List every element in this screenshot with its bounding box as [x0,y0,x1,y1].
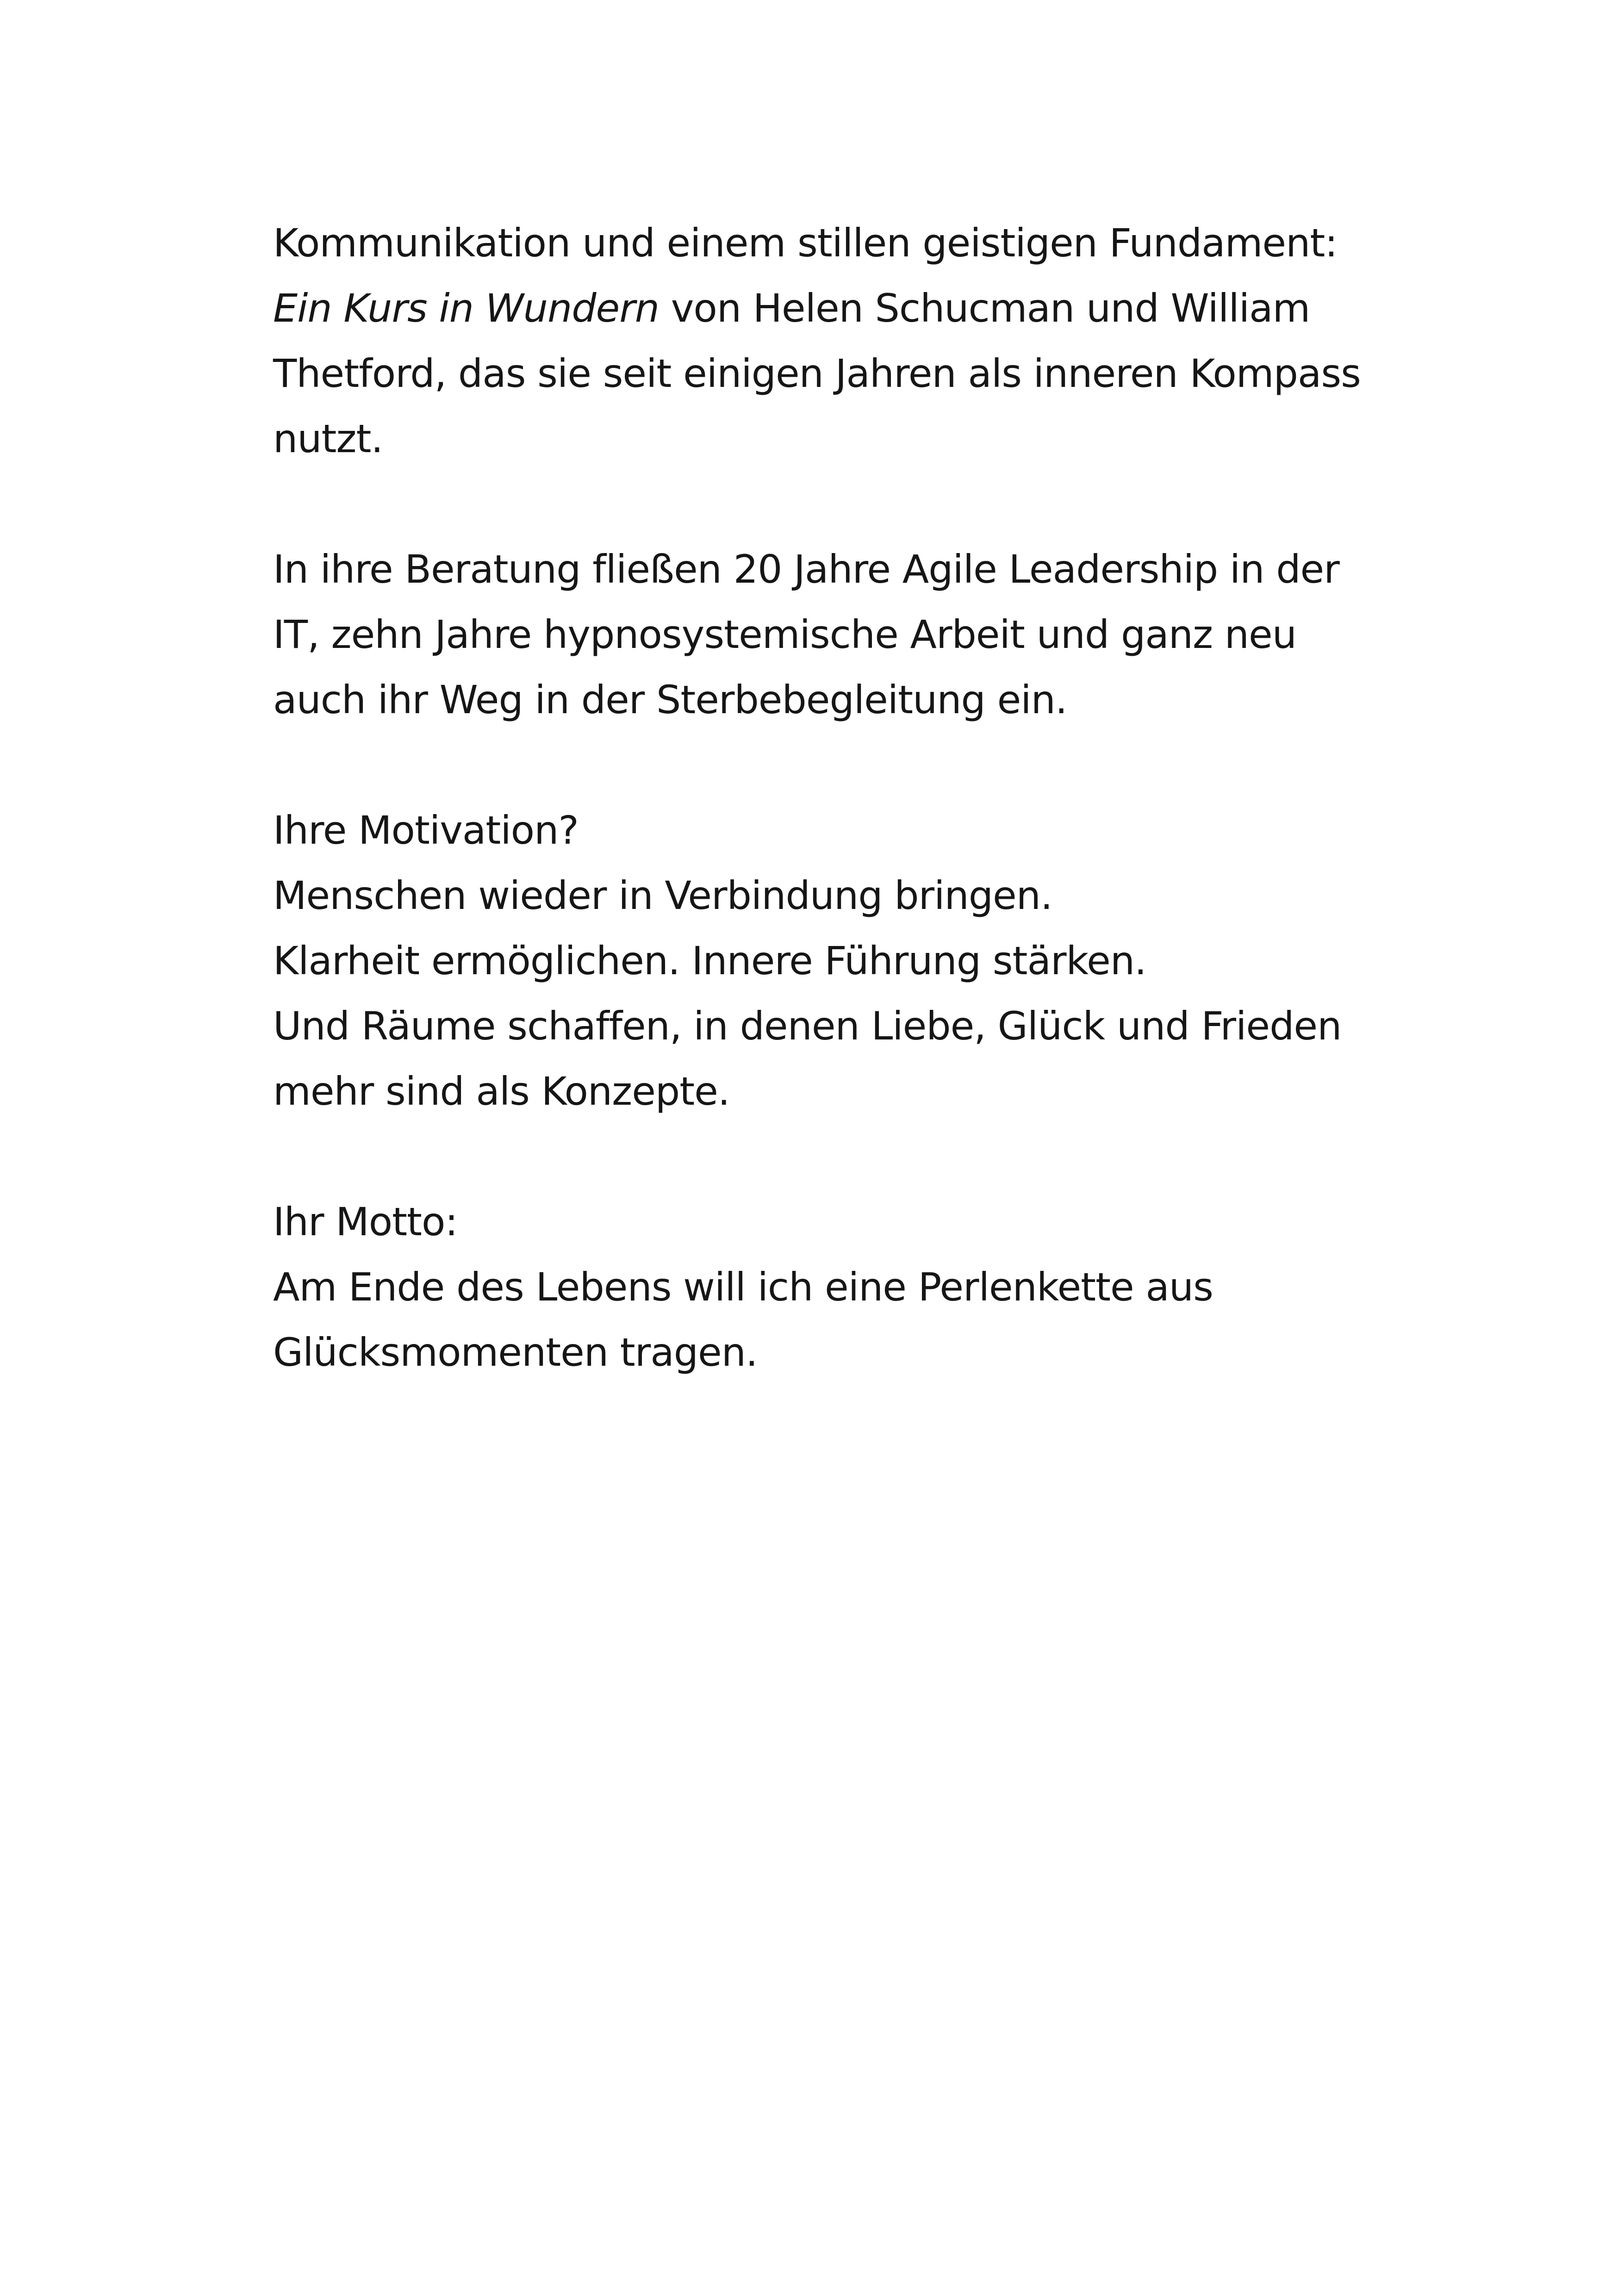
text-line: mehr sind als Konzepte. [273,1069,730,1114]
text-line [273,276,1430,341]
text-line: Glücksmomenten tragen. [273,1330,758,1375]
text-line: IT, zehn Jahre hypnosystemische Arbeit und ganz neu [273,612,1296,657]
motto-heading: Ihr Motto: [273,1199,458,1244]
text-line: Thetford, das sie seit einigen Jahren als inneren Kompass [273,351,1361,396]
text-line: Und Räume schaffen, in denen Liebe, Glück und Frieden [273,1003,1342,1049]
text-line: Am Ende des Lebens will ich eine Perlenkette aus [273,1264,1213,1310]
paragraph-consulting [273,537,1430,733]
paragraph-motto [273,1189,1430,1385]
body-text [273,211,1430,1385]
paragraph-foundation [273,211,1430,472]
text-line: Klarheit ermöglichen. Innere Führung stärken. [273,938,1146,983]
text-line: auch ihr Weg in der Sterbebegleitung ein. [273,677,1067,722]
text-line: nutzt. [273,416,383,461]
text-line: Menschen wieder in Verbindung bringen. [273,873,1052,918]
text-line: Kommunikation und einem stillen geistigen Fundament: [273,220,1338,266]
text-line: In ihre Beratung fließen 20 Jahre Agile Leadership in der [273,547,1339,592]
book-title: Ein Kurs in Wundern [273,286,660,331]
paragraph-motivation [273,798,1430,1124]
motivation-heading: Ihre Motivation? [273,808,579,853]
text-fragment: von Helen Schucman und William [659,286,1310,331]
